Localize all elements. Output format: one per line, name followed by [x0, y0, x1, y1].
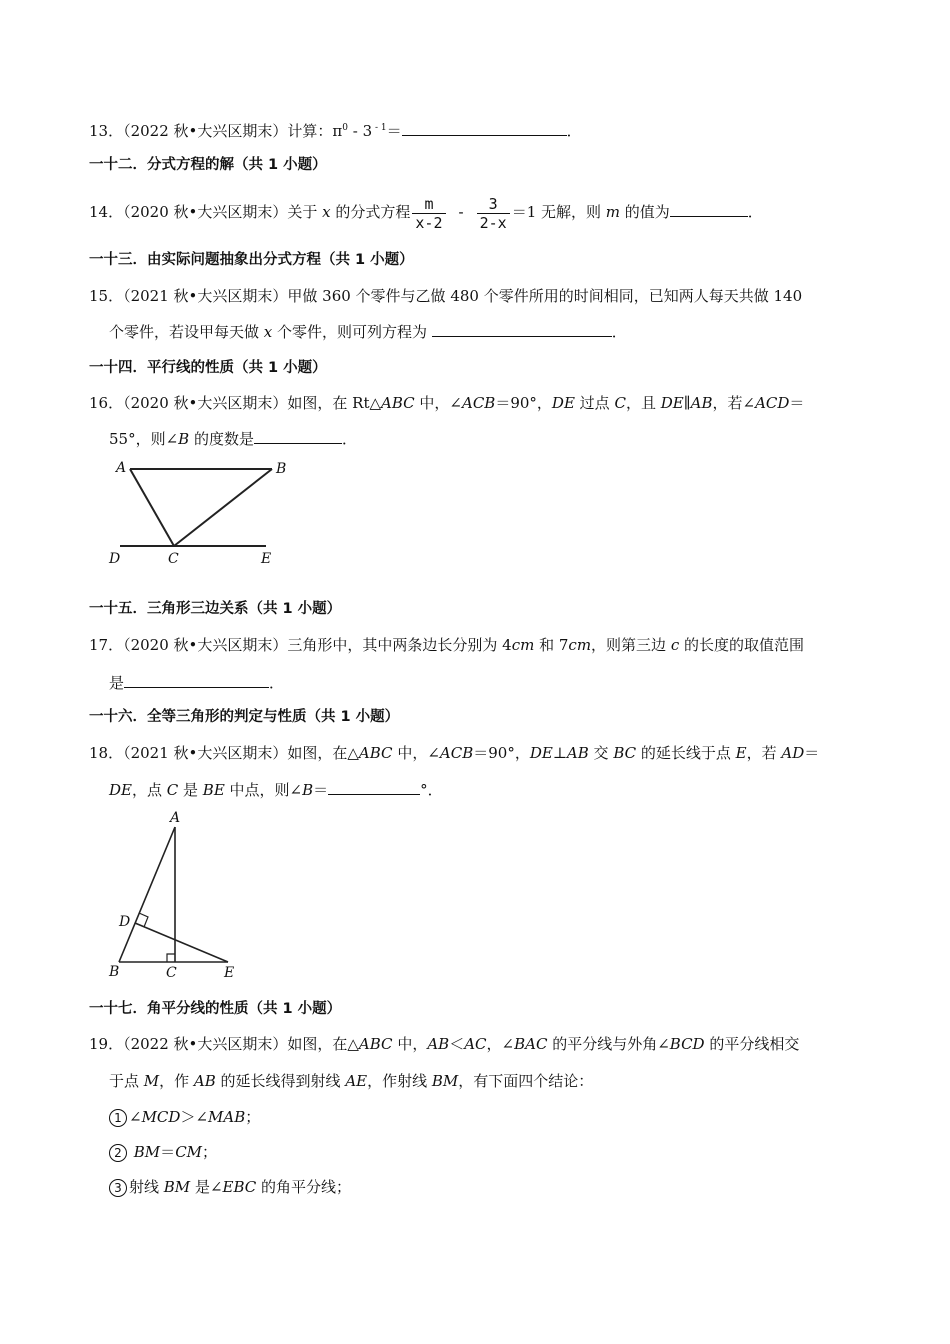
- right-angle-mark-c: [167, 954, 175, 962]
- q13-number: 13．: [89, 122, 124, 140]
- label-c: C: [168, 551, 179, 567]
- answer-blank[interactable]: [670, 202, 748, 217]
- segment-ab: [119, 827, 175, 962]
- section-title: 一十七．角平分线的性质（共 1 小题）: [89, 1001, 342, 1017]
- section-title: 一十三．由实际问题抽象出分式方程（共 1 小题）: [89, 252, 414, 268]
- section-title: 一十二．分式方程的解（共 1 小题）: [89, 157, 327, 173]
- question-15: 15．（2021 秋•大兴区期末）甲做 360 个零件与乙做 480 个零件所用的时间相同，已知两人每天共做 140: [89, 287, 803, 305]
- section-title: 一十四．平行线的性质（共 1 小题）: [89, 360, 327, 376]
- label-b: B: [109, 964, 120, 980]
- label-d: D: [109, 551, 121, 567]
- question-18: 18．（2021 秋•大兴区期末）如图，在△ABC 中，∠ACB＝90°，DE⊥AB 交 BC 的延长线于点 E，若 AD＝: [89, 744, 820, 762]
- circled-number-3: 3: [109, 1179, 127, 1197]
- question-17-line2: 是 ．: [109, 674, 285, 692]
- answer-blank[interactable]: [254, 429, 342, 444]
- figure-right-triangle: [100, 805, 260, 990]
- label-e: E: [261, 551, 272, 567]
- label-a: A: [116, 460, 127, 476]
- question-15-line2: 个零件，若设甲每天做 x 个零件，则可列方程为 ．: [109, 323, 627, 341]
- question-14: 14．（2020 秋•大兴区期末）关于 x 的分式方程 $\frac{m}{x-2}$ - $\frac{3}{2-x}$ ＝1 无解，则 m 的值为 ．: [89, 194, 763, 232]
- label-c: C: [166, 965, 177, 981]
- figure-parallel-lines: [100, 455, 300, 575]
- segment-de: [135, 923, 228, 962]
- answer-blank[interactable]: [432, 322, 612, 337]
- section-title: 一十五．三角形三边关系（共 1 小题）: [89, 601, 342, 617]
- conclusion-2: 2 BM＝CM；: [109, 1142, 217, 1162]
- label-b: B: [276, 461, 287, 477]
- label-d: D: [119, 914, 131, 930]
- question-17: 17．（2020 秋•大兴区期末）三角形中，其中两条边长分别为 4cm 和 7cm，则第三边 c 的长度的取值范围: [89, 636, 805, 654]
- conclusion-1: 1 ∠MCD＞∠MAB；: [109, 1107, 260, 1127]
- question-13: 13．（2022 秋•大兴区期末）计算：$\pi^0 - 3$ $^{- 1}$＝ ．: [89, 122, 582, 140]
- fraction: $\frac{m}{x-2}$: [412, 195, 445, 232]
- question-16-line2: 55°，则∠B 的度数是 ．: [109, 430, 357, 448]
- answer-blank[interactable]: [328, 780, 420, 795]
- answer-blank[interactable]: [124, 673, 269, 688]
- segment-bc: [174, 469, 272, 546]
- label-a: A: [170, 810, 181, 826]
- question-19: 19．（2022 秋•大兴区期末）如图，在△ABC 中，AB＜AC，∠BAC 的平分线与外角∠BCD 的平分线相交: [89, 1035, 800, 1053]
- circled-number-1: 1: [109, 1109, 127, 1127]
- question-16: 16．（2020 秋•大兴区期末）如图，在 Rt△ABC 中，∠ACB＝90°，DE 过点 C，且 DE∥AB，若∠ACD＝: [89, 394, 805, 412]
- conclusion-3: 3 射线 BM 是∠EBC 的角平分线；: [109, 1177, 351, 1197]
- section-title: 一十六．全等三角形的判定与性质（共 1 小题）: [89, 709, 400, 725]
- circled-number-2: 2: [109, 1144, 127, 1162]
- question-19-line2: 于点 M，作 AB 的延长线得到射线 AE，作射线 BM，有下面四个结论：: [109, 1072, 594, 1090]
- segment-ac: [130, 469, 174, 546]
- fraction: $\frac{3}{2-x}$: [477, 195, 510, 232]
- answer-blank[interactable]: [402, 121, 567, 136]
- question-18-line2: DE，点 C 是 BE 中点，则∠B＝ °．: [109, 781, 443, 799]
- label-e: E: [224, 965, 235, 981]
